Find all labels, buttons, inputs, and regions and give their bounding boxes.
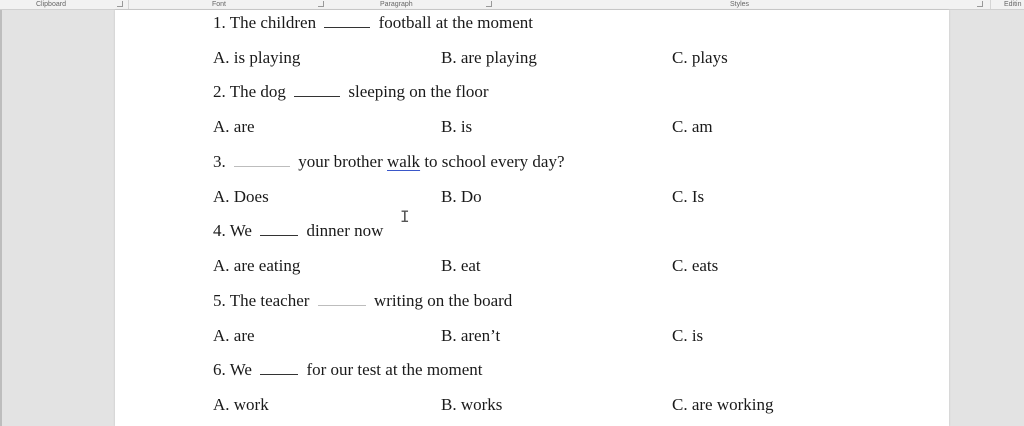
option-c: C. am xyxy=(672,117,713,136)
question-text: football at the moment xyxy=(378,13,533,32)
option-b: B. aren’t xyxy=(441,326,501,345)
question-text: dinner now xyxy=(306,221,384,240)
question-text: 3. xyxy=(213,152,226,171)
question-5[interactable] xyxy=(213,291,512,311)
option-c: C. is xyxy=(672,326,704,345)
styles-launcher-icon[interactable] xyxy=(977,1,983,7)
font-launcher-icon[interactable] xyxy=(318,1,324,7)
ribbon-group-editing[interactable]: Editin xyxy=(1004,1,1022,8)
answer-blank xyxy=(260,221,298,236)
ribbon-divider xyxy=(990,0,991,9)
option-c: C. plays xyxy=(672,48,728,67)
grammar-flagged-word[interactable]: walk xyxy=(387,152,421,171)
option-c: C. eats xyxy=(672,256,719,275)
question-text: 1. The children xyxy=(213,13,317,32)
option-a: A. are xyxy=(213,117,255,136)
ribbon-group-font[interactable]: Font xyxy=(212,1,227,8)
question-text: to school every day? xyxy=(424,152,565,171)
question-text: for our test at the moment xyxy=(306,360,483,379)
option-b: B. Do xyxy=(441,187,482,206)
option-a: A. are xyxy=(213,326,255,345)
option-b: B. works xyxy=(441,395,503,414)
answer-blank xyxy=(324,13,370,28)
question-text: 6. We xyxy=(213,360,252,379)
question-text: 4. We xyxy=(213,221,252,240)
ribbon-bar xyxy=(0,0,1024,10)
option-a: A. are eating xyxy=(213,256,301,275)
question-text: your brother xyxy=(298,152,383,171)
question-6[interactable] xyxy=(213,360,483,380)
question-text: writing on the board xyxy=(373,291,513,310)
clipboard-launcher-icon[interactable] xyxy=(117,1,123,7)
paragraph-launcher-icon[interactable] xyxy=(486,1,492,7)
option-a: A. is playing xyxy=(213,48,301,67)
document-page[interactable] xyxy=(115,10,949,426)
ribbon-divider xyxy=(128,0,129,9)
question-3[interactable] xyxy=(213,152,565,172)
question-text: 5. The teacher xyxy=(213,291,310,310)
ribbon-group-clipboard[interactable]: Clipboard xyxy=(36,1,66,8)
option-a: A. work xyxy=(213,395,269,414)
text-cursor-icon: I xyxy=(400,207,410,226)
option-b: B. are playing xyxy=(441,48,537,67)
answer-blank xyxy=(318,291,366,306)
question-2[interactable] xyxy=(213,82,489,102)
option-c: C. are working xyxy=(672,395,774,414)
question-text: 2. The dog xyxy=(213,82,286,101)
answer-blank xyxy=(234,152,290,167)
left-margin-area xyxy=(0,10,115,426)
option-a: A. Does xyxy=(213,187,269,206)
option-c: C. Is xyxy=(672,187,705,206)
option-b: B. eat xyxy=(441,256,481,275)
question-text: sleeping on the floor xyxy=(348,82,489,101)
option-b: B. is xyxy=(441,117,473,136)
question-4[interactable] xyxy=(213,221,383,241)
answer-blank xyxy=(260,360,298,375)
question-1[interactable] xyxy=(213,13,533,33)
answer-blank xyxy=(294,82,340,97)
ribbon-group-styles[interactable]: Styles xyxy=(730,1,750,8)
right-margin-area xyxy=(949,10,1024,426)
ribbon-group-paragraph[interactable]: Paragraph xyxy=(380,1,413,8)
